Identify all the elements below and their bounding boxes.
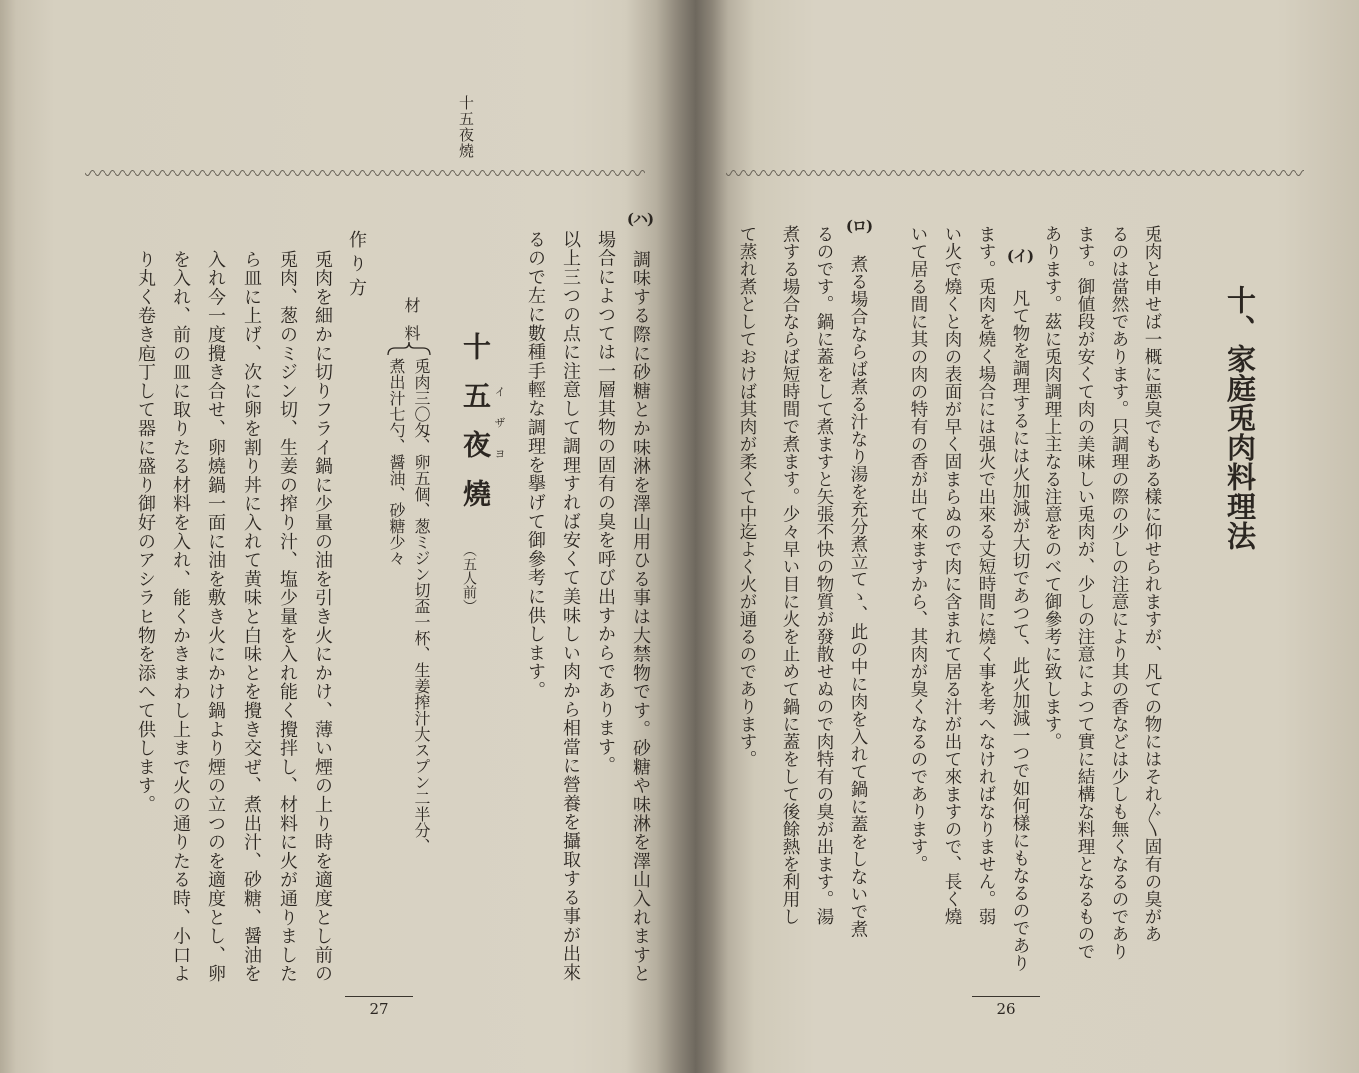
body-text-line: 調味する際に砂糖とか味淋を澤山用ひる事は大禁物です。砂糖や味淋を澤山入れますと — [630, 250, 651, 984]
section-label-ro: (ロ) — [845, 217, 873, 235]
recipe-title-ruby: イザヨ — [493, 386, 506, 479]
recipe-servings: （五人前） — [461, 543, 477, 613]
page-number: 27 — [345, 996, 413, 1018]
body-text-line: い火で燒くと肉の表面が早く固まらぬので肉に含まれて居る汁が出て來ますので、長く燒 — [942, 225, 962, 925]
body-text-line: 煮る場合ならば煮る汁なり湯を充分煮立てゝ、此の中に肉を入れて鍋に蓋をしないで煮 — [848, 255, 868, 938]
section-label-ha: (ハ) — [626, 210, 654, 228]
ingredients-brace — [386, 340, 432, 356]
method-label: 作り方 — [346, 230, 367, 302]
method-line: 兎肉を細かに切りフライ鍋に少量の油を引き火にかけ、薄い煙の上り時を適度とし前の — [312, 250, 333, 984]
right-page — [680, 0, 1359, 1073]
body-text-line: るので左に數種手輕な調理を擧げて御參考に供します。 — [525, 230, 546, 700]
recipe-title: 十五夜燒 — [459, 332, 492, 528]
body-text-line: あります。茲に兎肉調理上主なる注意をのべて御參考に致します。 — [1042, 225, 1062, 750]
body-text-line: るのは當然であります。只調理の際の少しの注意により其の香などは少しも無くなるのであり — [1109, 225, 1129, 960]
running-head: 十五夜燒 — [457, 95, 475, 159]
decorative-wave-divider-right — [726, 168, 1304, 182]
method-line: り丸く卷き庖丁して器に盛り御好のアシラヒ物を添へて供します。 — [135, 250, 156, 814]
ingredients-label: 材料 — [402, 297, 421, 353]
body-text-line: ます。御値段が安くて肉の美味しい兎肉が、少しの注意によつて實に結構な料理となるもので — [1075, 225, 1095, 960]
page-number: 26 — [972, 996, 1040, 1018]
body-text-line: 場合によつては一層其物の固有の臭を呼び出すからであります。 — [595, 230, 616, 776]
decorative-wave-divider-left — [85, 168, 645, 182]
body-text-line: いて居る間に其の肉の特有の香が出て來ますから、其肉が臭くなるのであります。 — [908, 225, 928, 873]
body-text-line: て蒸れ煮としておけば其肉が柔くて中迄よく火が通るのであります。 — [737, 225, 757, 768]
body-text-line: 以上三つの点に注意して調理すれば安くて美味しい肉から相當に營養を攝取する事が出來 — [560, 230, 581, 982]
body-text-line: 煮する場合ならば短時間で煮ます。少々早い目に火を止めて鍋に蓋をして後餘熱を利用し — [780, 225, 800, 925]
method-line: 入れ今一度攪き合せ、卵燒鍋一面に油を敷き火にかけ鍋より煙の立つのを適度とし、卵 — [205, 250, 226, 984]
body-text-line: ます。兎肉を燒く場合には强火で出來る丈短時間に燒く事を考へなければなりません。弱 — [976, 225, 996, 925]
method-line: 兎肉、葱のミジン切、生姜の搾り汁、塩少量を入れ能く攪拌し、材料に火が通りました — [277, 250, 298, 984]
method-line: を入れ、前の皿に取りたる材料を入れ、能くかきまわし上まで火の通りたる時、小口よ — [170, 250, 191, 984]
ingredients-line: 煮出汁七勺、醤油、砂糖少々 — [387, 358, 406, 566]
method-line: ら皿に上げ、次に卵を割り丼に入れて黄味と白味とを攪き交ぜ、煮出汁、砂糖、醤油を — [241, 250, 262, 984]
body-text-line: 凡て物を調理するには火加減が大切であつて、此火加減一つで如何樣にもなるのであり — [1010, 289, 1030, 972]
body-text-line: るのです。鍋に蓋をして煮ますと矢張不快の物質が發散せぬので肉特有の臭が出ます。湯 — [814, 225, 834, 925]
ingredients-line: 兎肉三〇匁、卵五個、葱ミジン切盃一杯、生姜搾汁大スプン二半分、 — [412, 358, 431, 854]
section-label-i: (イ) — [1006, 247, 1034, 265]
body-text-line: 兎肉と申せば一概に悪臭でもある樣に仰せられますが、凡ての物にはそれ〴〵固有の臭があ — [1142, 225, 1162, 943]
chapter-title: 十、家庭兎肉料理法 — [1223, 285, 1257, 551]
